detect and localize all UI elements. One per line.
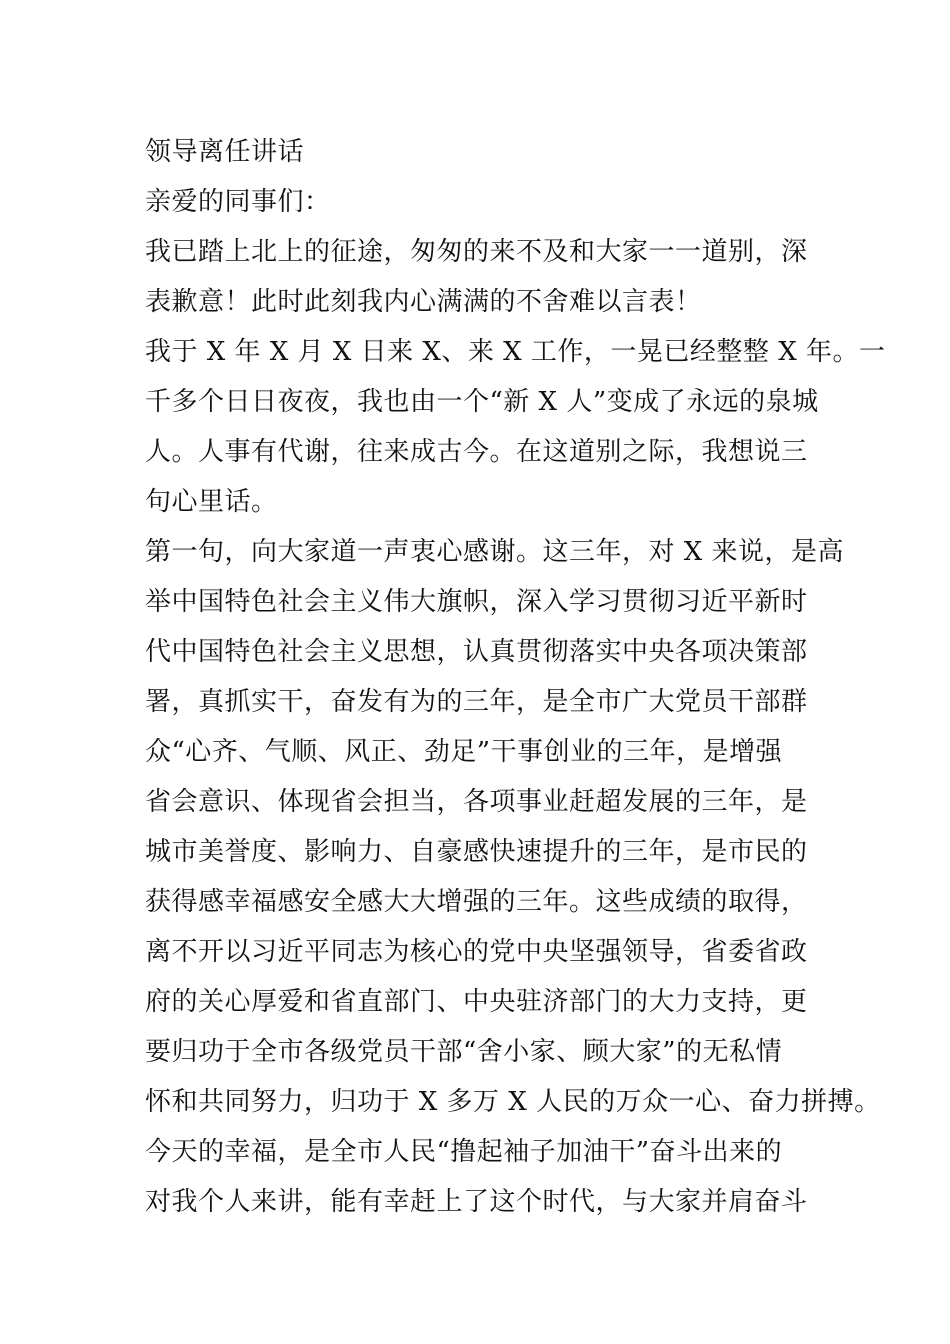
text-line: 要归功于全市各级党员干部“舍小家、顾大家”的无私情 — [145, 1037, 783, 1067]
text-line: 众“心齐、气顺、风正、劲足”干事创业的三年，是增强 — [145, 737, 783, 767]
text-line: 省会意识、体现省会担当，各项事业赶超发展的三年，是 — [145, 787, 808, 817]
text-line: 表歉意！此时此刻我内心满满的不舍难以言表！ — [145, 287, 702, 317]
text-line: 怀和共同努力，归功于 X 多万 X 人民的万众一心、奋力拼搏。 — [145, 1087, 881, 1117]
text-line: 府的关心厚爱和省直部门、中央驻济部门的大力支持，更 — [145, 987, 808, 1017]
text-line: 署，真抓实干，奋发有为的三年，是全市广大党员干部群 — [145, 687, 808, 717]
text-line: 代中国特色社会主义思想，认真贯彻落实中央各项决策部 — [145, 637, 808, 667]
text-line: 对我个人来讲，能有幸赶上了这个时代，与大家并肩奋斗 — [145, 1187, 808, 1217]
text-line: 第一句，向大家道一声衷心感谢。这三年，对 X 来说，是高 — [145, 537, 845, 567]
text-line: 城市美誉度、影响力、自豪感快速提升的三年，是市民的 — [145, 837, 808, 867]
text-line: 我已踏上北上的征途，匆匆的来不及和大家一一道别，深 — [145, 237, 808, 267]
text-line: 今天的幸福，是全市人民“撸起袖子加油干”奋斗出来的 — [145, 1137, 783, 1167]
text-line: 我于 X 年 X 月 X 日来 X、来 X 工作，一晃已经整整 X 年。一 — [145, 337, 886, 367]
document-title: 领导离任讲话 — [145, 137, 305, 167]
text-line: 举中国特色社会主义伟大旗帜，深入学习贯彻习近平新时 — [145, 587, 808, 617]
text-line: 亲爱的同事们： — [145, 187, 331, 217]
text-line: 千多个日日夜夜，我也由一个“新 X 人”变成了永远的泉城 — [145, 387, 819, 417]
text-line: 获得感幸福感安全感大大增强的三年。这些成绩的取得， — [145, 887, 808, 917]
text-line: 句心里话。 — [145, 487, 278, 517]
text-line: 离不开以习近平同志为核心的党中央坚强领导，省委省政 — [145, 937, 808, 967]
text-line: 人。人事有代谢，往来成古今。在这道别之际，我想说三 — [145, 437, 808, 467]
